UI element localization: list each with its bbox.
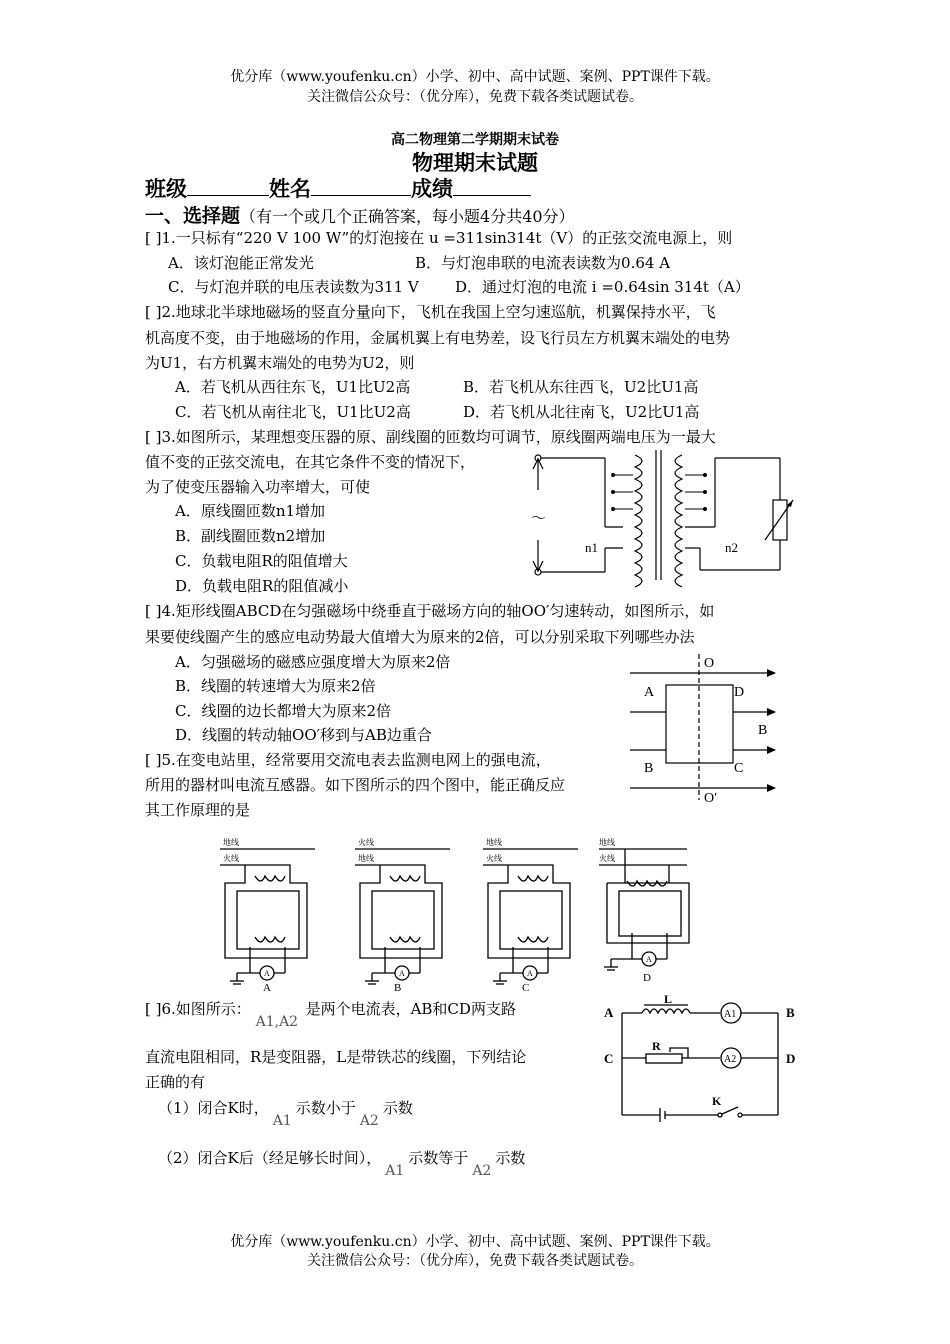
- q3-option-b: B．副线圈匝数n2增加: [175, 527, 326, 545]
- q5-line3: 其工作原理的是: [145, 801, 251, 819]
- page-header-line1: 优分库（www.youfenku.cn）小学、初中、高中试题、案例、PPT课件下载。: [230, 69, 720, 85]
- ammeter-a1-label: A1: [724, 1009, 737, 1020]
- ct-figure-c: [478, 833, 583, 993]
- q6-meter-a1: A1: [255, 1014, 275, 1030]
- ct-a-label: A: [263, 982, 271, 994]
- q4-option-d: D．线圈的转动轴OO′移到与AB边重合: [175, 726, 432, 744]
- label-n2: n2: [725, 540, 738, 555]
- page-footer-line2: 关注微信公众号：（优分库），免费下载各类试题试卷。: [307, 1253, 643, 1269]
- q6-item2: [158, 1147, 526, 1179]
- ct-a-wire2: 火线: [223, 854, 239, 863]
- q6-item2-meter2: A2: [472, 1163, 492, 1179]
- q6-line3: 正确的有: [145, 1073, 206, 1091]
- ct-d-meter: A: [646, 955, 652, 964]
- q1-stem: [ ]1.一只标有“220 V 100 W”的灯泡接在 u =311sin314t（V）的正弦交流电源上，则: [145, 229, 733, 247]
- q3-option-d: D．负载电阻R的阻值减小: [175, 577, 349, 595]
- q6-line2: 直流电阻相同，R是变阻器，L是带铁芯的线圈，下列结论: [145, 1048, 527, 1066]
- ct-figure-b: [350, 833, 455, 993]
- axis-label-o: O: [704, 656, 715, 671]
- ct-c-wire1: 地线: [486, 838, 502, 847]
- node-label-d: D: [786, 1051, 796, 1066]
- q1-option-c: C．与灯泡并联的电压表读数为311 V: [168, 278, 419, 296]
- q6-item1: [158, 1097, 413, 1129]
- q4-line1: [ ]4.矩形线圈ABCD在匀强磁场中绕垂直于磁场方向的轴OO′匀速转动，如图所示，如: [145, 602, 715, 620]
- q2-option-d: D．若飞机从北往南飞，U2比U1高: [463, 403, 700, 421]
- corner-label-d: D: [734, 685, 745, 700]
- q2-option-b: B．若飞机从东往西飞，U2比U1高: [463, 378, 699, 396]
- name-blank[interactable]: [311, 175, 411, 196]
- page-footer-line1: 优分库（www.youfenku.cn）小学、初中、高中试题、案例、PPT课件下载。: [230, 1234, 720, 1250]
- ct-a-wire1: 地线: [223, 838, 239, 847]
- page-header-line2: 关注微信公众号：（优分库），免费下载各类试题试卷。: [307, 89, 643, 105]
- q3-line2: 值不变的正弦交流电，在其它条件不变的情况下，: [145, 453, 476, 471]
- node-label-a: A: [604, 1005, 614, 1020]
- q2-line2: 机高度不变，由于地磁场的作用，金属机翼上有电势差，设飞行员左方机翼末端处的电势: [145, 329, 731, 347]
- q4-option-c: C．线圈的边长都增大为原来2倍: [175, 702, 392, 720]
- q3-line1: [ ]3.如图所示，某理想变压器的原、副线圈的匝数均可调节，原线圈两端电压为一最大: [145, 428, 716, 446]
- q6-meter-a2: A2: [279, 1014, 299, 1030]
- q6-item1-meter1: A1: [272, 1113, 292, 1129]
- q5-line1: [ ]5.在变电站里，经常要用交流电表去监测电网上的强电流，: [145, 751, 551, 769]
- ct-c-meter: A: [527, 969, 533, 978]
- corner-label-b: B: [644, 761, 654, 776]
- q6-item2-a: （2）闭合K后（经足够长时间），: [158, 1149, 382, 1167]
- node-label-c: C: [604, 1051, 614, 1066]
- q5-line2: 所用的器材叫电流互感器。如下图所示的四个图中，能正确反应: [145, 776, 566, 794]
- ct-c-wire2: 火线: [486, 854, 502, 863]
- ac-source-symbol: ～: [531, 511, 547, 527]
- ct-b-label: B: [394, 982, 402, 994]
- q3-option-a: A．原线圈匝数n1增加: [175, 502, 326, 520]
- q2-option-a: A．若飞机从西往东飞，U1比U2高: [175, 378, 411, 396]
- q6-item1-meter2: A2: [359, 1113, 379, 1129]
- q6-stem-a: [ ]6.如图所示：: [145, 1000, 251, 1018]
- q2-option-c: C．若飞机从南往北飞，U1比U2高: [175, 403, 411, 421]
- ct-d-label: D: [643, 972, 651, 984]
- q6-item2-b: 示数等于: [408, 1149, 469, 1167]
- q6-item1-c: 示数: [382, 1099, 413, 1117]
- q2-line3: 为U1，右方机翼末端处的电势为U2，则: [145, 354, 415, 372]
- q6-item2-c: 示数: [495, 1149, 526, 1167]
- class-label: 班级: [145, 176, 187, 201]
- q6-stem: [145, 998, 516, 1030]
- node-label-b: B: [786, 1005, 795, 1020]
- ct-d-wire1: 地线: [599, 838, 615, 847]
- q3-option-c: C．负载电阻R的阻值增大: [175, 552, 348, 570]
- q6-item1-a: （1）闭合K时，: [158, 1099, 269, 1117]
- ct-figure-a: [215, 833, 320, 993]
- section1-heading: [145, 201, 575, 228]
- q6-item1-b: 示数小于: [295, 1099, 356, 1117]
- inductor-circuit-figure: [600, 992, 805, 1125]
- section1-title: 一、选择题: [145, 205, 241, 227]
- corner-label-c: C: [734, 761, 744, 776]
- transformer-figure: [525, 445, 795, 585]
- axis-label-o-prime: O′: [704, 791, 718, 806]
- q2-line1: [ ]2.地球北半球地磁场的竖直分量向下，飞机在我国上空匀速巡航，机翼保持水平，飞: [145, 303, 716, 321]
- q1-option-b: B．与灯泡串联的电流表读数为0.64 A: [415, 254, 671, 272]
- score-label: 成绩: [411, 176, 453, 201]
- q4-option-b: B．线圈的转速增大为原来2倍: [175, 677, 376, 695]
- ct-a-meter: A: [264, 969, 270, 978]
- rotating-coil-figure: [630, 652, 780, 807]
- class-blank[interactable]: [187, 175, 269, 196]
- q1-option-d: D．通过灯泡的电流 i =0.64sin 314t（A）: [455, 278, 750, 296]
- q3-line3: 为了使变压器输入功率增大，可使: [145, 478, 371, 496]
- q4-line2: 果要使线圈产生的感应电动势最大值增大为原来的2倍，可以分别采取下列哪些办法: [145, 628, 695, 646]
- q6-item2-meter1: A1: [385, 1163, 405, 1179]
- switch-label-k: K: [712, 1094, 722, 1108]
- ct-b-wire1: 火线: [358, 838, 374, 847]
- ct-d-wire2: 火线: [599, 854, 615, 863]
- q1-option-a: A．该灯泡能正常发光: [168, 254, 314, 272]
- rheostat-label-r: R: [652, 1039, 661, 1053]
- q6-meters-symbol: A1,A2: [255, 1014, 299, 1030]
- ct-b-wire2: 地线: [358, 854, 374, 863]
- field-label-b: B: [758, 723, 768, 738]
- ct-c-label: C: [522, 982, 530, 994]
- label-n1: n1: [585, 540, 598, 555]
- student-info-line: [145, 173, 531, 203]
- ct-b-meter: A: [399, 969, 405, 978]
- section1-note: （有一个或几个正确答案，每小题4分共40分）: [240, 207, 575, 226]
- q4-option-a: A．匀强磁场的磁感应强度增大为原来2倍: [175, 653, 451, 671]
- corner-label-a: A: [644, 685, 655, 700]
- ct-figure-d: [597, 833, 702, 993]
- q6-stem-b: 是两个电流表，AB和CD两支路: [305, 1000, 516, 1018]
- score-blank[interactable]: [453, 175, 531, 196]
- ammeter-a2-label: A2: [724, 1054, 737, 1065]
- name-label: 姓名: [269, 176, 311, 201]
- inductor-label-l: L: [664, 992, 673, 1006]
- exam-title: 物理期末试题: [412, 150, 538, 175]
- exam-subtitle: 高二物理第二学期期末试卷: [391, 132, 559, 148]
